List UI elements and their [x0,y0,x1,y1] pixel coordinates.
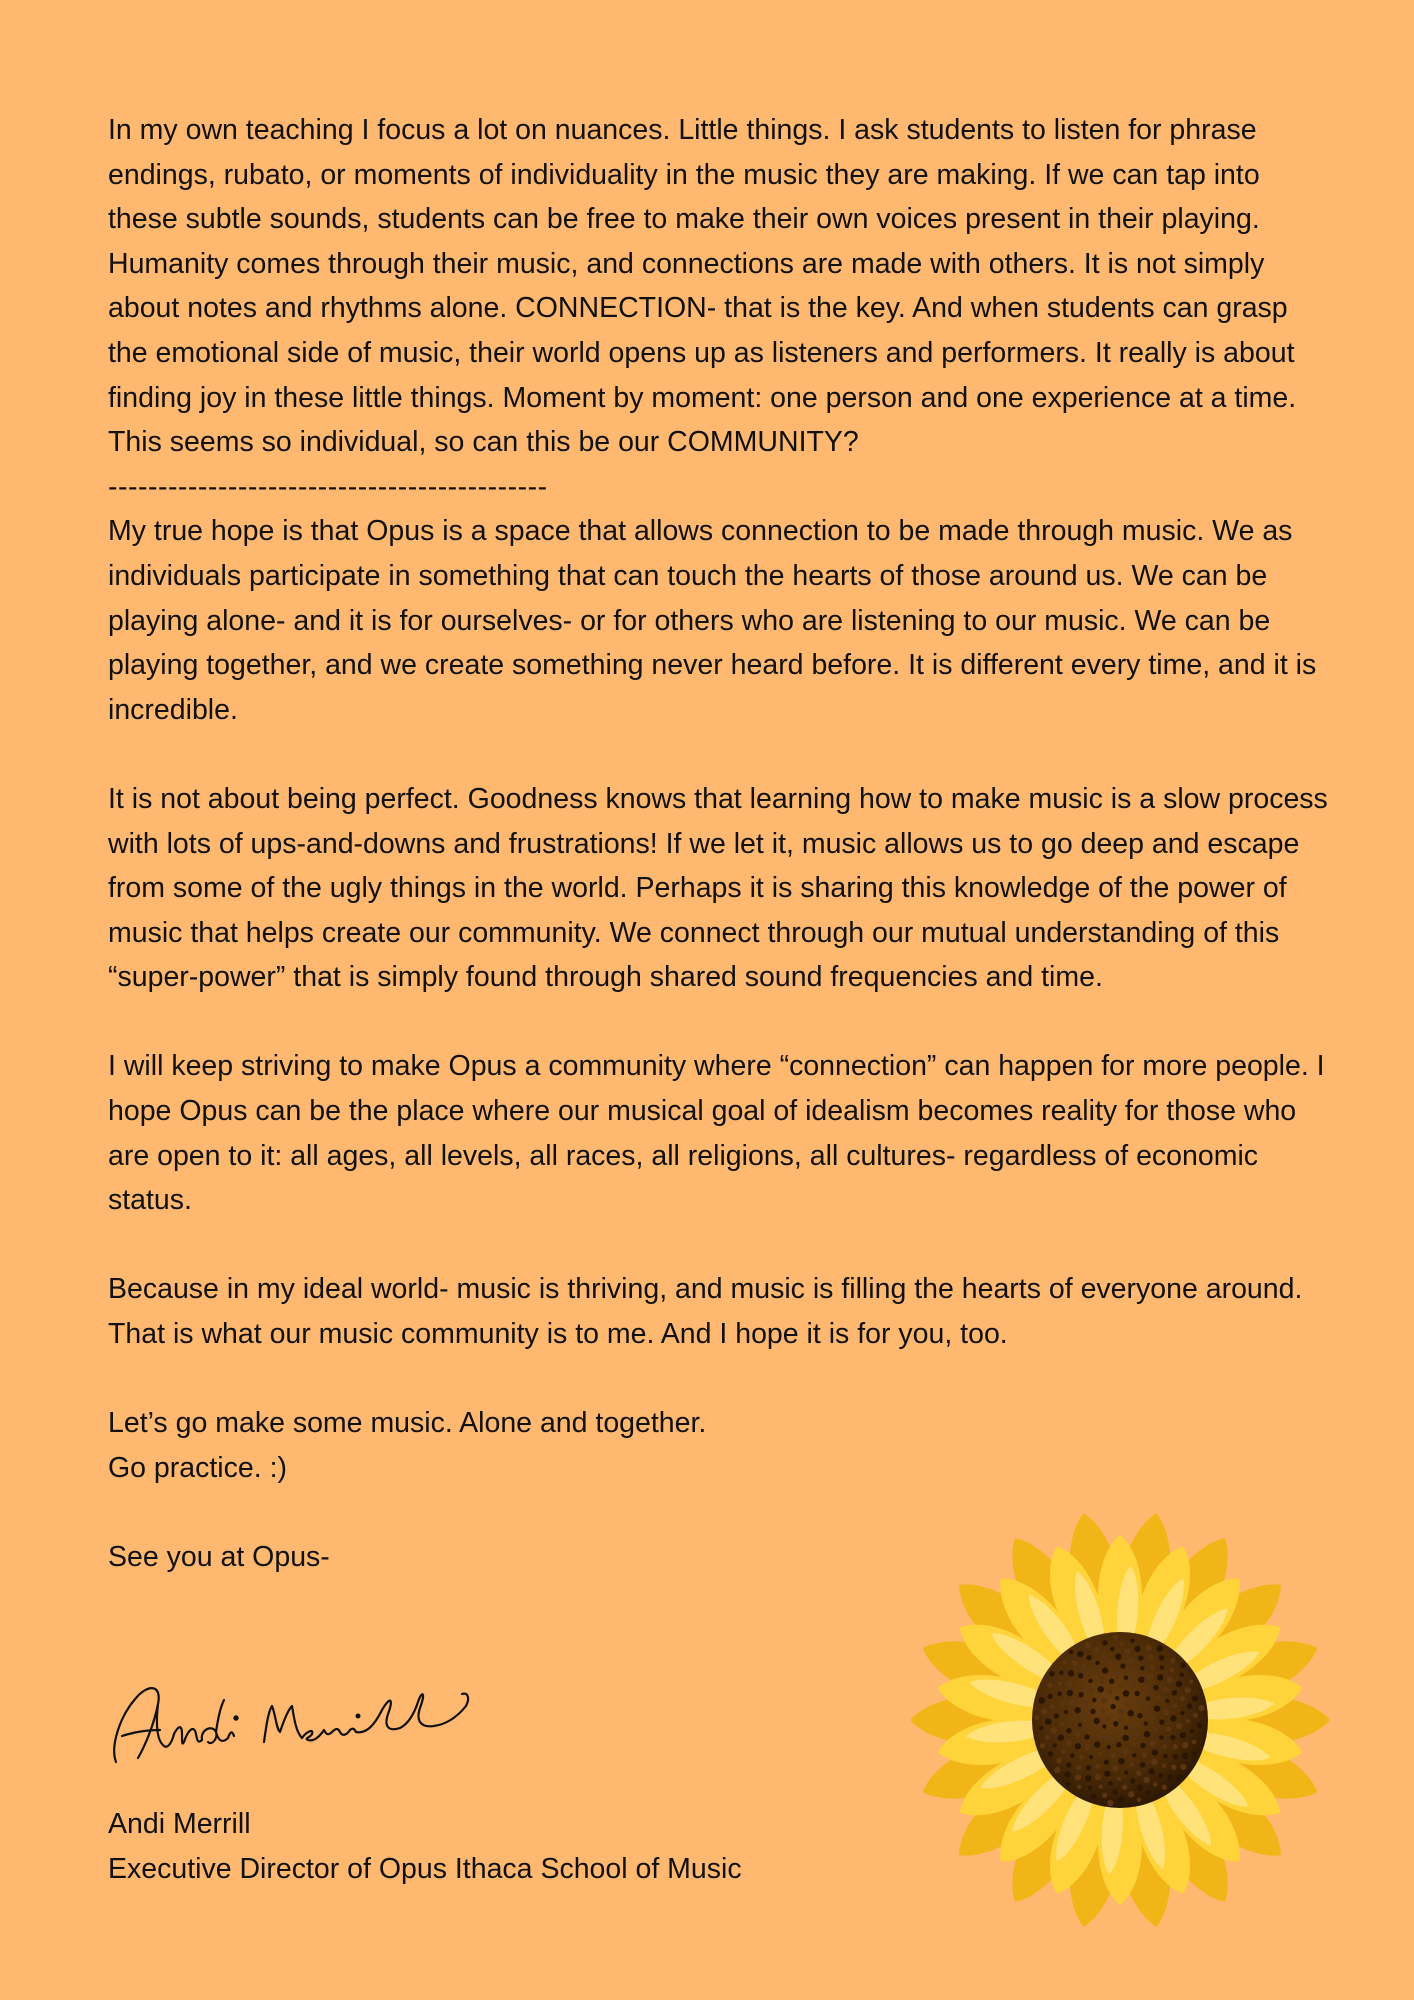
closing-line-2: Go practice. :) [108,1451,287,1484]
section-divider: -------------------------------------------- [108,470,548,503]
signature-title: Executive Director of Opus Ithaca School of Music [108,1853,742,1885]
paragraph-hope: My true hope is that Opus is a space that allows connection to be made through music. We as individuals participate in something that can touch the hearts of those around us. We can be playing alone- and it is for ourselves- or for others who are listening to our music. We can be playing together, and we create something never heard before. It is different every time, and it is incredible. [108,515,1317,726]
paragraph-ideal-world: Because in my ideal world- music is thriving, and music is filling the hearts of everyone around. That is what our music community is to me. And I hope it is for you, too. [108,1273,1303,1351]
paragraph-gap [108,1357,1328,1402]
paragraph-gap [108,1223,1328,1268]
handwritten-signature [108,1676,488,1776]
letter-body [108,108,1328,1580]
paragraph-gap [108,1000,1328,1045]
sign-off: See you at Opus- [108,1541,330,1573]
paragraph-not-perfect: It is not about being perfect. Goodness knows that learning how to make music is a slow process with lots of ups-and-downs and frustrations! If we let it, music allows us to go deep and escape from some of the ugly things in the world. Perhaps it is sharing this knowledge of the power of music that helps create our community. We connect through our mutual understanding of this “super-power” that is simply found through shared sound frequencies and time. [108,782,1328,994]
paragraph-teaching: In my own teaching I focus a lot on nuances. Little things. I ask students to listen for phrase endings, rubato, or moments of individuality in the music they are making. If we can tap into these subtle sounds, students can be free to make their own voices present in their playing. Humanity comes through their music, and connections are made with others. It is not simply about notes and rhythms alone. CONNECTION- that is the key. And when students can grasp the emotional side of music, their world opens up as listeners and performers. It really is about finding joy in these little things. Moment by moment: one person and one experience at a time. This seems so individual, so can this be our COMMUNITY? [108,114,1297,459]
sunflower-icon [900,1495,1340,1945]
closing-line-1: Let’s go make some music. Alone and together. [108,1407,707,1440]
paragraph-gap [108,732,1328,777]
signature-name: Andi Merrill [108,1808,251,1840]
paragraph-striving: I will keep striving to make Opus a community where “connection” can happen for more people. I hope Opus can be the place where our musical goal of idealism becomes reality for those who are open to it: all ages, all levels, all races, all religions, all cultures- regardless of economic status. [108,1050,1325,1217]
